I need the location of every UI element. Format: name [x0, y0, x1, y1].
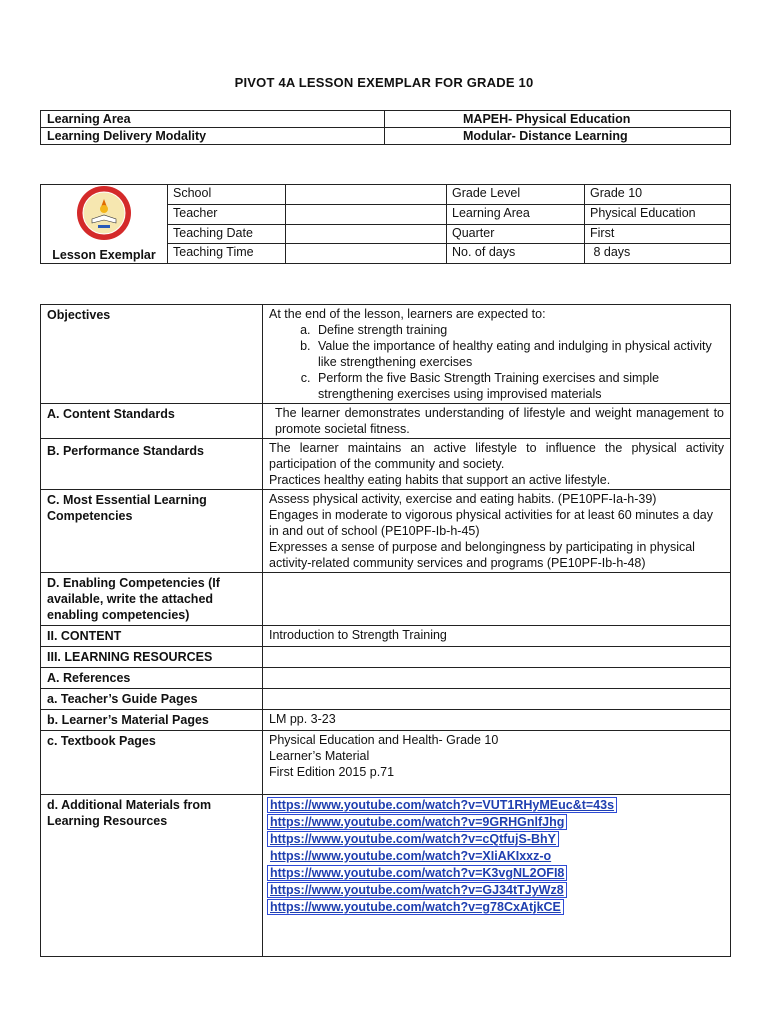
- textbook-pages-cell: [263, 731, 731, 795]
- page-title: PIVOT 4A LESSON EXEMPLAR FOR GRADE 10: [234, 75, 534, 90]
- resource-link[interactable]: https://www.youtube.com/watch?v=g78CxAtjkCE: [267, 899, 564, 915]
- objectives-label: Objectives: [41, 305, 263, 404]
- additional-materials-label: d. Additional Materials from Learning Resources: [41, 795, 263, 957]
- teaching-date-value: [286, 224, 447, 244]
- grade-level-value: Grade 10: [585, 185, 731, 205]
- resource-link[interactable]: https://www.youtube.com/watch?v=VUT1RHyMEuc&t=43s: [267, 797, 617, 813]
- enabling-competencies-value: [263, 573, 731, 626]
- resource-link[interactable]: https://www.youtube.com/watch?v=cQtfujS-BhY: [267, 831, 559, 847]
- quarter-value: First: [585, 224, 731, 244]
- quarter-label: Quarter: [447, 224, 585, 244]
- melc-cell: [263, 490, 731, 573]
- teacher-value: [286, 204, 447, 224]
- objective-item: b. Value the importance of healthy eating and indulging in physical activity like strengthening exercises: [314, 338, 724, 370]
- grade-level-label: Grade Level: [447, 185, 585, 205]
- resource-link[interactable]: https://www.youtube.com/watch?v=XIiAKIxxz-o: [270, 849, 552, 863]
- lesson-plan-table: [40, 304, 731, 957]
- melc-item-2: Engages in moderate to vigorous physical activities for at least 60 minutes a day in and out of school (PE10PF-Ib-h-45): [269, 508, 713, 538]
- teaching-date-label: Teaching Date: [168, 224, 286, 244]
- exemplar-cell: [41, 185, 168, 264]
- additional-materials-cell: [263, 795, 731, 957]
- header-learning-area-value: Physical Education: [585, 204, 731, 224]
- performance-standard-1: The learner maintains an active lifestyle to influence the physical activity participation of the community and society.: [269, 441, 724, 471]
- objective-item: a. Define strength training: [314, 322, 724, 338]
- days-label: No. of days: [447, 244, 585, 264]
- header-learning-area-label: Learning Area: [447, 204, 585, 224]
- learning-resources-label: III. LEARNING RESOURCES: [41, 647, 263, 668]
- objectives-intro: At the end of the lesson, learners are expected to:: [269, 307, 546, 321]
- references-label: A. References: [41, 668, 263, 689]
- learners-material-label: b. Learner’s Material Pages: [41, 710, 263, 731]
- learning-area-table: [40, 110, 731, 145]
- learners-material-value: LM pp. 3-23: [263, 710, 731, 731]
- modality-value: Modular- Distance Learning: [385, 128, 731, 145]
- objectives-list: [269, 322, 724, 402]
- resource-link[interactable]: https://www.youtube.com/watch?v=9GRHGnlfJhg: [267, 814, 567, 830]
- enabling-competencies-label: D. Enabling Competencies (If available, write the attached enabling competencies): [41, 573, 263, 626]
- resource-link[interactable]: https://www.youtube.com/watch?v=K3vgNL2OFI8: [267, 865, 567, 881]
- melc-item-1: Assess physical activity, exercise and eating habits. (PE10PF-Ia-h-39): [269, 492, 657, 506]
- content-standards-value: The learner demonstrates understanding of lifestyle and weight management to promote societal fitness.: [263, 404, 731, 439]
- teaching-time-label: Teaching Time: [168, 244, 286, 264]
- learning-area-value: MAPEH- Physical Education: [385, 111, 731, 128]
- content-value: Introduction to Strength Training: [263, 626, 731, 647]
- textbook-line-3: First Edition 2015 p.71: [269, 765, 395, 779]
- performance-standard-2: Practices healthy eating habits that support an active lifestyle.: [269, 473, 611, 487]
- resource-link[interactable]: https://www.youtube.com/watch?v=GJ34tTJyWz8: [267, 882, 567, 898]
- references-value: [263, 668, 731, 689]
- textbook-line-2: Learner’s Material: [269, 749, 370, 763]
- teacher-label: Teacher: [168, 204, 286, 224]
- melc-item-3: Expresses a sense of purpose and belongingness by participating in physical activity-related community services and programs (PE10PF-Ib-h-48): [269, 540, 695, 570]
- melc-label: C. Most Essential Learning Competencies: [41, 490, 263, 573]
- objectives-cell: [263, 305, 731, 404]
- teaching-time-value: [286, 244, 447, 264]
- days-value: 8 days: [585, 244, 731, 264]
- textbook-line-1: Physical Education and Health- Grade 10: [269, 733, 499, 747]
- school-label: School: [168, 185, 286, 205]
- school-value: [286, 185, 447, 205]
- content-label: II. CONTENT: [41, 626, 263, 647]
- teachers-guide-value: [263, 689, 731, 710]
- teachers-guide-label: a. Teacher’s Guide Pages: [41, 689, 263, 710]
- textbook-pages-label: c. Textbook Pages: [41, 731, 263, 795]
- learning-area-label: Learning Area: [41, 111, 385, 128]
- modality-label: Learning Delivery Modality: [41, 128, 385, 145]
- lesson-header-table: [40, 184, 731, 264]
- performance-standards-cell: [263, 439, 731, 490]
- objective-item: c. Perform the five Basic Strength Training exercises and simple strengthening exercises using improvised materials: [314, 370, 724, 402]
- deped-seal-icon: [76, 185, 132, 241]
- learning-resources-value: [263, 647, 731, 668]
- performance-standards-label: B. Performance Standards: [41, 439, 263, 490]
- content-standards-label: A. Content Standards: [41, 404, 263, 439]
- lesson-exemplar-label: Lesson Exemplar: [52, 248, 156, 262]
